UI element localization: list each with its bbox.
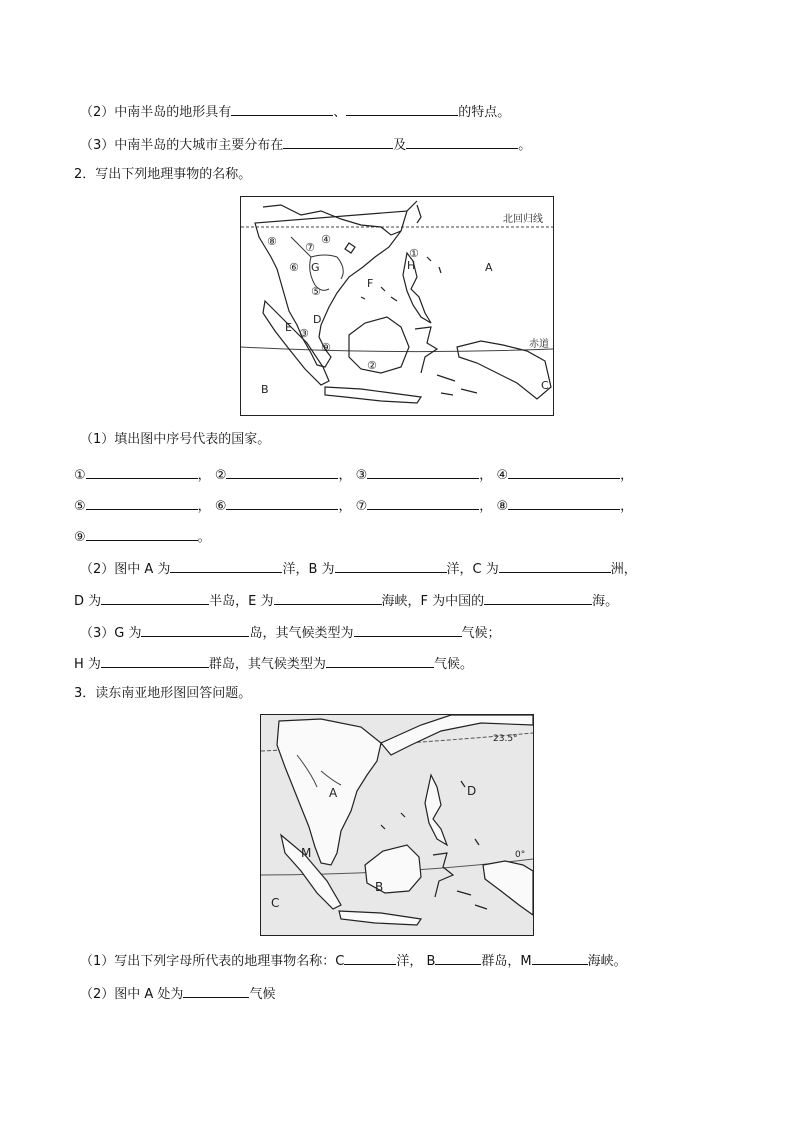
label-A: A <box>485 261 493 274</box>
answer-blank[interactable] <box>508 464 620 479</box>
label-C: C <box>271 896 280 910</box>
map-number-6: ⑥ <box>289 261 299 274</box>
answer-blank[interactable] <box>86 526 198 541</box>
label-H: H <box>407 259 416 272</box>
map-number-1: ① <box>409 247 419 260</box>
map-number-9: ⑨ <box>321 341 331 354</box>
label-B: B <box>261 383 269 396</box>
label-F: F <box>367 277 374 290</box>
answer-blank[interactable] <box>226 464 338 479</box>
answer-blank[interactable] <box>86 464 198 479</box>
answer-blank[interactable] <box>231 101 333 116</box>
southeast-asia-terrain-map <box>260 714 534 936</box>
answer-blank[interactable] <box>183 983 249 998</box>
answer-blank[interactable] <box>484 590 592 605</box>
label-B: B <box>375 880 384 894</box>
equator-label: 赤道 <box>529 339 549 350</box>
answer-blank[interactable] <box>508 495 620 510</box>
answer-blank[interactable] <box>344 950 396 965</box>
answer-blank[interactable] <box>101 590 209 605</box>
answer-blank[interactable] <box>367 495 479 510</box>
map-number-8: ⑧ <box>267 235 277 248</box>
map-number-5: ⑤ <box>311 285 321 298</box>
answer-blank[interactable] <box>141 622 249 637</box>
label-G: G <box>311 261 320 274</box>
answer-blank[interactable] <box>86 495 198 510</box>
country-row-3: ⑨ 。 <box>74 526 211 547</box>
country-row-2: ⑤ ， ⑥ ， ⑦ ， ⑧ ， <box>74 495 633 516</box>
q2-sub2-line1: （2）图中 A 为 洋，B 为 洋，C 为 洲， <box>80 558 637 579</box>
map-number-7: ⑦ <box>305 241 315 254</box>
answer-blank[interactable] <box>274 590 382 605</box>
question-title: 2．写出下列地理事物的名称。 <box>74 167 252 182</box>
label-A: A <box>329 786 338 800</box>
answer-blank[interactable] <box>170 558 282 573</box>
label-E: E <box>285 321 292 334</box>
answer-blank[interactable] <box>335 558 447 573</box>
answer-blank[interactable] <box>435 950 481 965</box>
label-M: M <box>301 846 312 860</box>
answer-blank[interactable] <box>283 134 393 149</box>
answer-blank[interactable] <box>367 464 479 479</box>
q2-sub3-line2: H 为 群岛，其气候类型为 气候。 <box>74 653 473 674</box>
equator-label: 0° <box>515 850 526 860</box>
q2-sub1-title: （1）填出图中序号代表的国家。 <box>80 432 271 447</box>
answer-blank[interactable] <box>532 950 588 965</box>
q2-sub3-line1: （3）G 为 岛，其气候类型为 气候； <box>80 622 501 643</box>
q3-sub1: （1）写出下列字母所代表的地理事物名称：C 洋， B 群岛，M 海峡。 <box>80 950 627 971</box>
q2-sub2-line2: D 为 半岛，E 为 海峡，F 为中国的 海。 <box>74 590 618 611</box>
map-number-4: ④ <box>321 233 331 246</box>
label-D: D <box>467 784 477 798</box>
answer-blank[interactable] <box>101 653 209 668</box>
answer-blank[interactable] <box>406 134 518 149</box>
q1-item3: （3）中南半岛的大城市主要分布在 及 。 <box>80 134 531 155</box>
q3-sub2: （2）图中 A 处为 气候 <box>80 983 275 1004</box>
tropic-label: 北回归线 <box>503 214 543 225</box>
answer-blank[interactable] <box>354 622 462 637</box>
map-number-3: ③ <box>299 327 309 340</box>
question-title: 3．读东南亚地形图回答问题。 <box>74 686 252 701</box>
country-row-1: ① ， ② ， ③ ， ④ ， <box>74 464 633 485</box>
label-D: D <box>313 313 322 326</box>
map-number-2: ② <box>367 359 377 372</box>
answer-blank[interactable] <box>226 495 338 510</box>
answer-blank[interactable] <box>346 101 458 116</box>
latitude-label: 23.5° <box>493 734 518 744</box>
answer-blank[interactable] <box>499 558 611 573</box>
q1-item2: （2）中南半岛的地形具有 、 的特点。 <box>80 101 510 122</box>
answer-blank[interactable] <box>326 653 434 668</box>
southeast-asia-map <box>240 196 554 416</box>
label-C: C <box>541 379 549 392</box>
